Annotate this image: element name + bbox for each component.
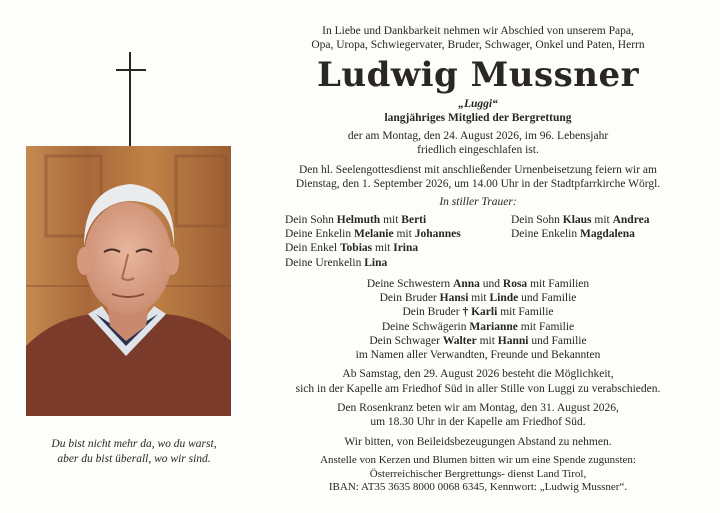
obituary-text: [254, 24, 702, 495]
condolence-line: Wir bitten, von Beileidsbezeugungen Abstand zu nehmen.: [344, 435, 612, 448]
mourner-line: Deine Enkelin Melanie mit Johannes: [285, 227, 461, 240]
donation-line: Anstelle von Kerzen und Blumen bitten wir um eine Spende zugunsten:: [320, 453, 636, 466]
portrait-photo: [26, 146, 231, 416]
family-line: Deine Schwägerin Marianne mit Familie: [381, 320, 575, 333]
family-line: Dein Bruder † Karli mit Familie: [402, 306, 554, 319]
death-line: der am Montag, den 24. August 2026, im 96. Lebensjahr: [347, 130, 609, 143]
family-line: Dein Schwager Walter mit Hanni und Familie: [369, 334, 587, 347]
quote-line: Du bist nicht mehr da, wo du warst,: [51, 438, 217, 450]
mourners-left-column: [285, 213, 461, 270]
death-line: friedlich eingeschlafen ist.: [417, 144, 539, 157]
mass-line: Den hl. Seelengottesdienst mit anschließender Urnenbeisetzung feiern wir am: [299, 163, 657, 176]
family-line: Dein Bruder Hansi mit Linde und Familie: [379, 291, 577, 304]
family-line: Deine Schwestern Anna und Rosa mit Familien: [366, 277, 590, 290]
intro-line: In Liebe und Dankbarkeit nehmen wir Abschied von unserem Papa,: [322, 25, 634, 37]
deceased-name: Ludwig Mussner: [316, 54, 640, 95]
mourner-line: Dein Sohn Klaus mit Andrea: [511, 213, 650, 226]
donation-line: Österreichischer Bergrettungs- dienst Land Tirol,: [369, 467, 587, 480]
intro-line: Opa, Uropa, Schwiegervater, Bruder, Schwager, Onkel und Paten, Herrn: [311, 39, 645, 52]
mass-line: Dienstag, den 1. September 2026, um 14.00 Uhr in der Stadtpfarrkirche Wörgl.: [295, 178, 661, 191]
mourner-line: Dein Sohn Helmuth mit Berti: [285, 213, 427, 226]
mourners-right-column: [511, 213, 649, 242]
mourning-heading: In stiller Trauer:: [439, 196, 517, 209]
mourners-list: [254, 213, 702, 277]
memorial-quote: [14, 437, 254, 467]
mourner-line: Deine Enkelin Magdalena: [511, 227, 635, 240]
mourner-line: Deine Urenkelin Lina: [285, 256, 388, 269]
cross-icon: [116, 52, 146, 147]
donation-line: IBAN: AT35 3635 8000 0068 6345, Kennwort: „Ludwig Mussner“.: [328, 481, 628, 494]
rosary-line: Den Rosenkranz beten wir am Montag, den 31. August 2026,: [337, 402, 619, 415]
nickname: „Luggi“: [458, 97, 498, 110]
farewell-line: Ab Samstag, den 29. August 2026 besteht die Möglichkeit,: [342, 368, 614, 381]
role: langjähriges Mitglied der Bergrettung: [384, 111, 572, 124]
quote-line: aber du bist überall, wo wir sind.: [57, 453, 211, 465]
rosary-line: um 18.30 Uhr in der Kapelle am Friedhof Süd.: [370, 416, 586, 429]
mourner-line: Dein Enkel Tobias mit Irina: [285, 242, 419, 255]
relatives-line: im Namen aller Verwandten, Freunde und Bekannten: [355, 349, 601, 362]
farewell-line: sich in der Kapelle am Friedhof Süd in aller Stille von Luggi zu verabschieden.: [295, 382, 661, 395]
